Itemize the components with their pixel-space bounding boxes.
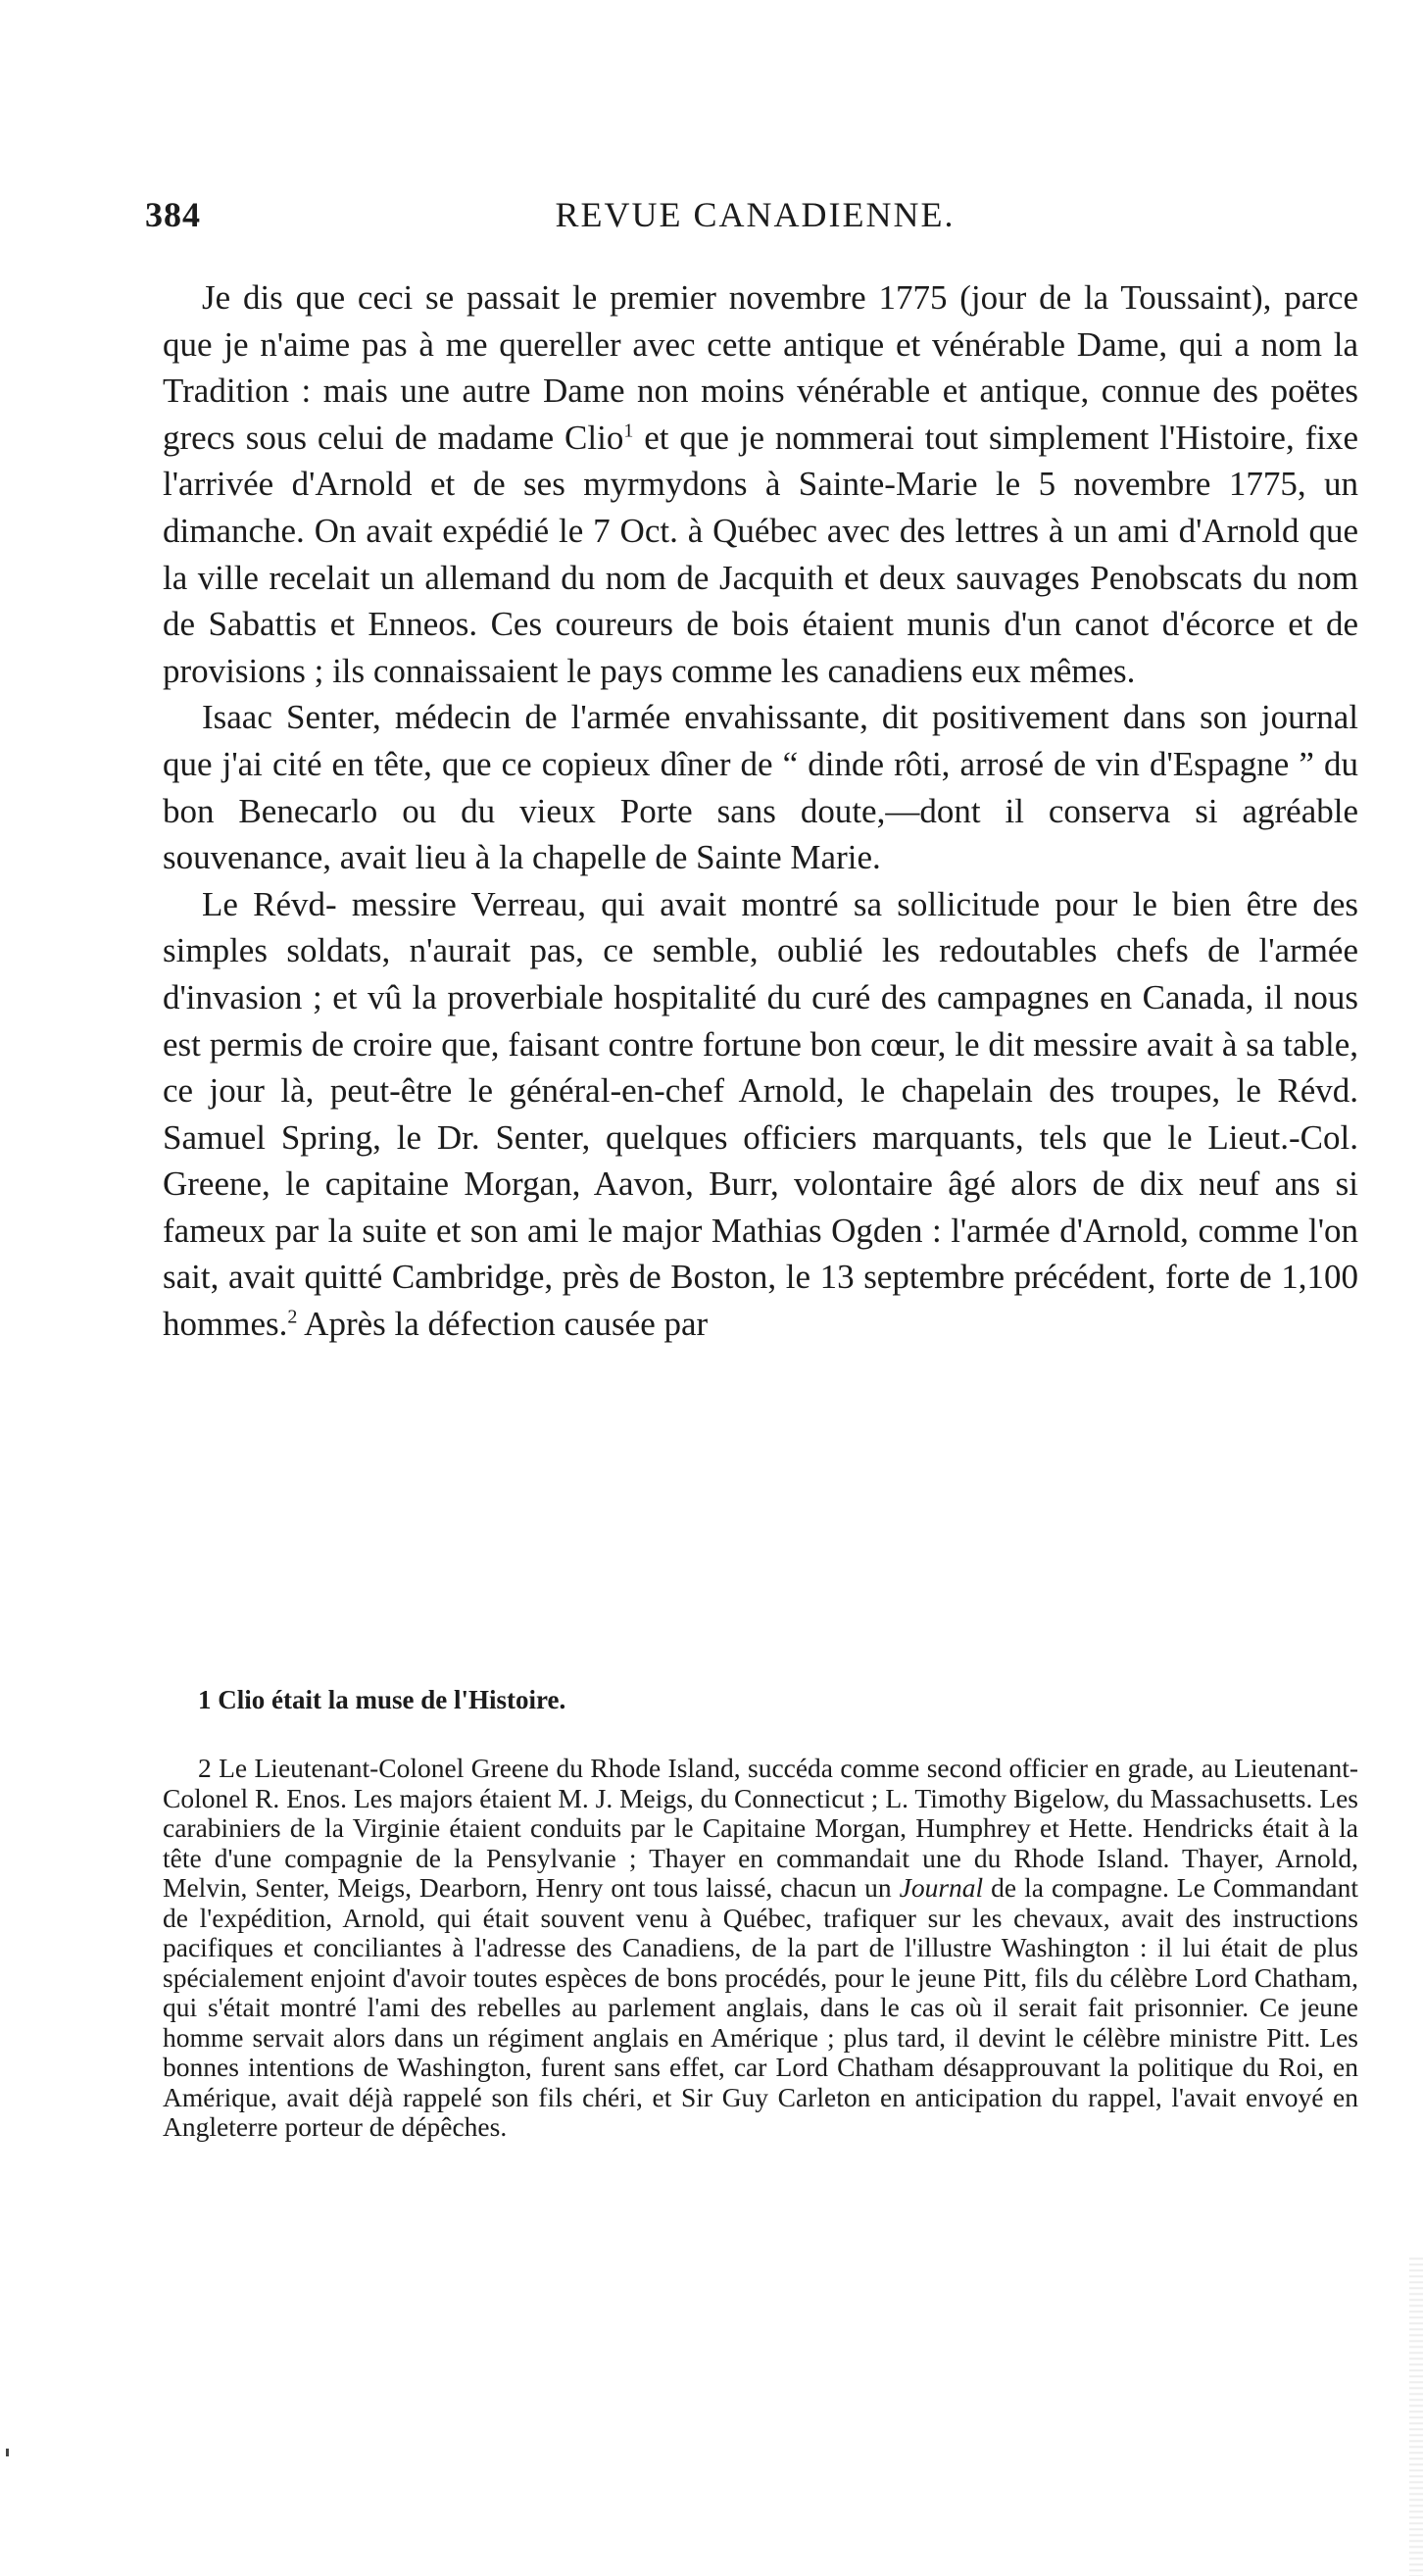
footnotes bbox=[163, 1683, 1358, 2143]
running-title: REVUE CANADIENNE. bbox=[555, 195, 956, 234]
paragraph-3 bbox=[163, 881, 1358, 1348]
paragraph-3-text-a: Le Révd- messire Verreau, qui avait montré sa sollicitude pour le bien être des simples soldats, n'aurait pas, ce semble, oublié les redoutables chefs de l'armée d'invasion ; et vû la proverbiale hospitalité du curé des campagnes en Canada, il nous est permis de croire que, faisant contre fortune bon cœur, le dit messire avait à sa table, ce jour là, peut-être le général-en-chef Arnold, le chapelain des troupes, le Révd. Samuel Spring, le Dr. Senter, quelques officiers marquants, tels que le Lieut.-Col. Greene, le capitaine Morgan, Aavon, Burr, volontaire âgé alors de dix neuf ans si fameux par la suite et son ami le major Mathias Ogden : l'armée d'Arnold, comme l'on sait, avait quitté Cambridge, près de Boston, le 13 septembre précédent, forte de 1,100 hommes. bbox=[163, 884, 1358, 1344]
footnote-ref-1: 1 bbox=[623, 420, 634, 442]
scan-speck bbox=[6, 2449, 9, 2456]
footnote-2 bbox=[163, 1754, 1358, 2143]
footnote-2-text-a: 2 Le Lieutenant-Colonel Greene du Rhode Island, succéda comme second officier en grade, au Lieutenant-Colonel R. Enos. Les majors étaient M. J. Meigs, du Connecticut ; L. Timothy Bigelow, du Massachusetts. Les carabiniers de la Virginie étaient conduits par le Capitaine Morgan, Humphrey et Hette. Hendricks était à la tête d'une compagnie de la Pensylvanie ; Thayer en commandait une du Rhode Island. Thayer, Arnold, Melvin, Senter, Meigs, Dearborn, Henry ont tous laissé, chacun un bbox=[163, 1753, 1358, 1903]
footnote-ref-2: 2 bbox=[287, 1306, 298, 1328]
footnote-2-journal: Journal bbox=[899, 1872, 984, 1903]
paragraph-1 bbox=[163, 274, 1358, 694]
paragraph-1-text-b: et que je nommerai tout simplement l'Histoire, fixe l'arrivée d'Arnold et de ses myrmydons à Sainte-Marie le 5 novembre 1775, un dimanche. On avait expédié le 7 Oct. à Québec avec des lettres à un ami d'Arnold que la ville recelait un allemand du nom de Jacquith et deux sauvages Penobscats du nom de Sabattis et Enneos. Ces coureurs de bois étaient munis d'un canot d'écorce et de provisions ; ils connaissaient le pays comme les canadiens eux mêmes. bbox=[163, 418, 1359, 690]
paragraph-1-text-a: Je dis que ceci se passait le premier novembre 1775 (jour de la Toussaint), parce que je n'aime pas à me quereller avec cette antique et vénérable Dame, qui a nom la Tradition : mais une autre Dame non moins vénérable et antique, connue des poëtes grecs sous celui de madame Clio bbox=[163, 278, 1358, 457]
body-text bbox=[163, 274, 1358, 1348]
footnote-2-text-b: de la compagne. Le Commandant de l'expédition, Arnold, qui était souvent venu à Québec, trafiquer sur les chevaux, avait des instructions pacifiques et conciliantes à l'adresse des Canadiens, de la part de l'illustre Washington : il lui était de plus spécialement enjoint d'avoir toutes espèces de bons procédés, pour le jeune Pitt, fils du célèbre Lord Chatham, qui s'était montré l'ami des rebelles au parlement anglais, dans le cas où il serait fait prisonnier. Ce jeune homme servait alors dans un régiment anglais en Amérique ; plus tard, il devint le célèbre ministre Pitt. Les bonnes intentions de Washington, furent sans effet, car Lord Chatham désapprouvant la politique du Roi, en Amérique, avait déjà rappelé son fils chéri, et Sir Guy Carleton en anticipation du rappel, l'avait envoyé en Angleterre porteur de dépêches. bbox=[163, 1872, 1358, 2142]
running-head bbox=[145, 194, 1365, 243]
paragraph-2: Isaac Senter, médecin de l'armée envahissante, dit positivement dans son journal que j'ai cité en tête, que ce copieux dîner de “ dinde rôti, arrosé de vin d'Espagne ” du bon Benecarlo ou du vieux Porte sans doute,—dont il conserva si agréable souvenance, avait lieu à la chapelle de Sainte Marie. bbox=[163, 698, 1358, 877]
page-number: 384 bbox=[145, 195, 201, 234]
footnote-1: 1 Clio était la muse de l'Histoire. bbox=[198, 1685, 566, 1714]
scan-edge-noise bbox=[1409, 2254, 1423, 2576]
paragraph-3-text-b: Après la défection causée par bbox=[297, 1305, 709, 1344]
